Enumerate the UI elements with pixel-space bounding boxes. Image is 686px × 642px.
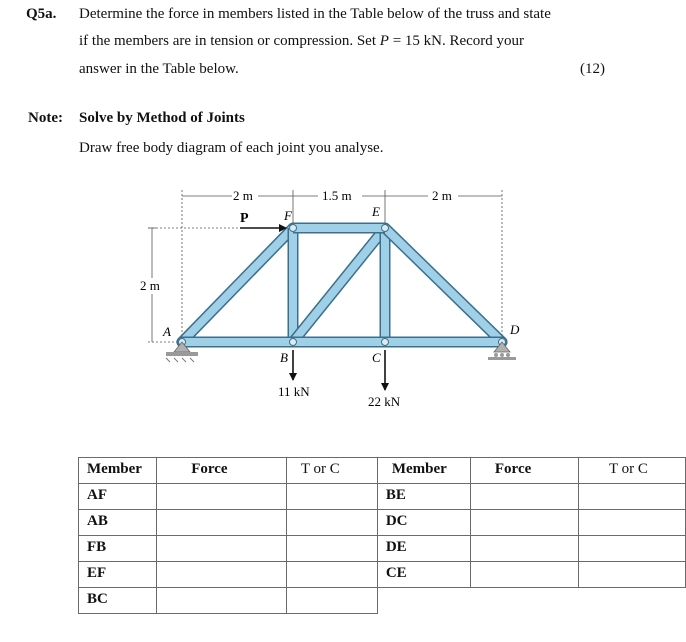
header-member-right: Member — [377, 458, 470, 484]
member-cell: AB — [79, 510, 157, 536]
note-text: Solve by Method of Joints — [79, 110, 245, 126]
member-de-fill — [385, 228, 502, 342]
torc-input-cell[interactable] — [286, 536, 377, 562]
force-input-cell[interactable] — [470, 536, 578, 562]
joint-c-label: C — [372, 350, 381, 365]
question-line-1: Determine the force in members listed in the Table below of the truss and state — [79, 6, 551, 22]
table-row — [79, 510, 686, 536]
force-input-cell[interactable] — [470, 562, 578, 588]
dim-mid-label: 1.5 m — [322, 188, 352, 203]
question-number: Q5a. — [26, 6, 57, 22]
dim-height-label: 2 m — [140, 278, 160, 293]
force-input-cell[interactable] — [470, 484, 578, 510]
member-cell: EF — [79, 562, 157, 588]
torc-input-cell[interactable] — [286, 484, 377, 510]
note-label: Note: — [28, 110, 63, 126]
dim-left-label: 2 m — [233, 188, 253, 203]
empty-cell — [578, 588, 685, 614]
table-row — [79, 484, 686, 510]
force-input-cell[interactable] — [157, 510, 287, 536]
question-line-3: answer in the Table below. — [79, 61, 239, 77]
force-input-cell[interactable] — [157, 562, 287, 588]
torc-input-cell[interactable] — [286, 510, 377, 536]
joint-f-label: F — [284, 208, 292, 223]
load-c-label: 22 kN — [368, 394, 401, 409]
torc-input-cell[interactable] — [578, 510, 685, 536]
empty-cell — [470, 588, 578, 614]
force-input-cell[interactable] — [157, 484, 287, 510]
question-variable-p: P — [379, 33, 389, 49]
joint-b-label: B — [280, 350, 288, 365]
truss-members — [182, 228, 502, 342]
torc-input-cell[interactable] — [578, 562, 685, 588]
member-cell: BE — [377, 484, 470, 510]
question-line-2-post: = 15 kN. Record your — [388, 33, 525, 49]
joint-d-label: D — [510, 322, 520, 337]
torc-input-cell[interactable] — [578, 536, 685, 562]
member-be-fill — [293, 228, 385, 342]
member-cell: DE — [377, 536, 470, 562]
torc-input-cell[interactable] — [286, 588, 377, 614]
header-torc-left: T or C — [286, 458, 377, 484]
member-cell: CE — [377, 562, 470, 588]
force-input-cell[interactable] — [157, 536, 287, 562]
member-cell: AF — [79, 484, 157, 510]
joint-a-label: A — [163, 324, 171, 339]
torc-input-cell[interactable] — [286, 562, 377, 588]
load-b-label: 11 kN — [278, 384, 310, 399]
member-cell: BC — [79, 588, 157, 614]
table-row — [79, 562, 686, 588]
table-row — [79, 536, 686, 562]
member-cell: FB — [79, 536, 157, 562]
header-force-right: Force — [470, 458, 578, 484]
force-input-cell[interactable] — [470, 510, 578, 536]
header-torc-right: T or C — [578, 458, 685, 484]
header-member-left: Member — [79, 458, 157, 484]
member-cell: DC — [377, 510, 470, 536]
joint-e-label: E — [372, 204, 380, 219]
question-marks: (12) — [580, 61, 605, 77]
member-af-fill — [182, 228, 293, 342]
torc-input-cell[interactable] — [578, 484, 685, 510]
dim-right-label: 2 m — [432, 188, 452, 203]
question-line-2-pre: if the members are in tension or compression. Set — [79, 33, 380, 49]
empty-cell — [377, 588, 470, 614]
load-p-label: P — [240, 211, 249, 226]
note-subtext: Draw free body diagram of each joint you analyse. — [79, 140, 384, 156]
header-force-left: Force — [157, 458, 287, 484]
force-input-cell[interactable] — [157, 588, 287, 614]
table-header-row — [79, 458, 686, 484]
forces-table — [78, 457, 686, 614]
table-row — [79, 588, 686, 614]
